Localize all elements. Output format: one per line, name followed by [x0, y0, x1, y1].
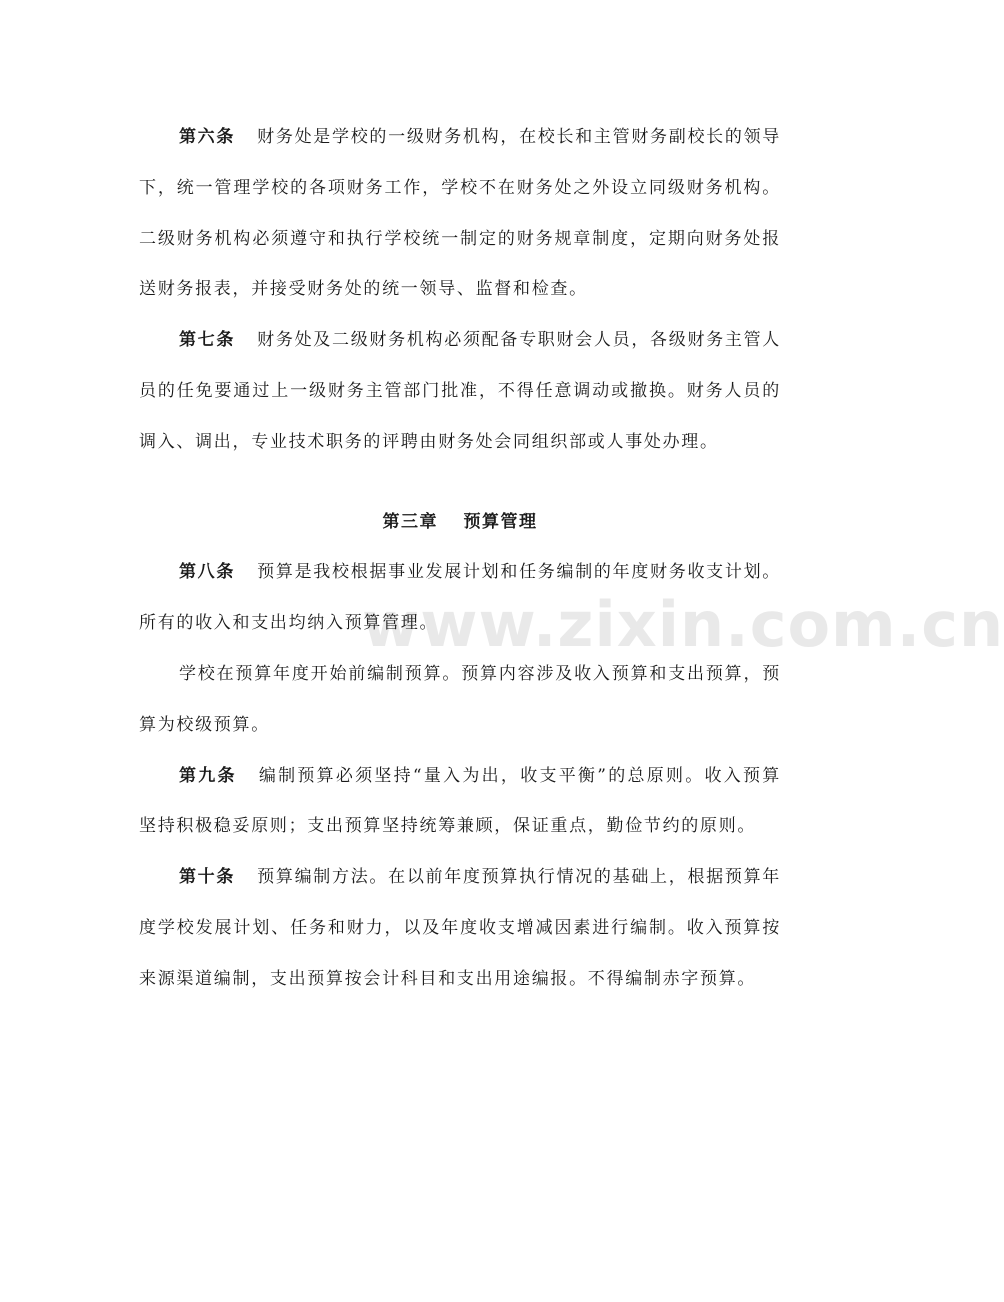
document-page: [139, 112, 781, 1005]
article-6: [139, 112, 781, 315]
article-10-label: 第十条: [178, 867, 236, 888]
article-6-label: 第六条: [178, 127, 236, 147]
article-9-text: 编制预算必须坚持“量入为出，收支平衡”的总原则。收入预算坚持积极稳妥原则；支出预算坚持统筹兼顾，保证重点，勤俭节约的原则。: [139, 765, 781, 837]
watermark: www.zixin.com.cn: [362, 588, 1004, 661]
article-8-text: 预算是我校根据事业发展计划和任务编制的年度财务收支计划。所有的收入和支出均纳入预算管理。: [139, 562, 781, 634]
article-7-label: 第七条: [178, 330, 236, 351]
article-7: [139, 315, 781, 467]
article-8-paragraph-2: [139, 649, 781, 751]
chapter-3-heading: [139, 497, 781, 548]
article-8-label: 第八条: [178, 562, 236, 583]
chapter-3-title: 预算管理: [463, 511, 538, 532]
article-6-text: 财务处是学校的一级财务机构，在校长和主管财务副校长的领导下，统一管理学校的各项财务工作，学校不在财务处之外设立同级财务机构。二级财务机构必须遵守和执行学校统一制定的财务规章制度，定期向财务处报送财务报表，并接受财务处的统一领导、监督和检查。: [139, 127, 781, 300]
article-8: [139, 547, 781, 649]
chapter-3-number: 第三章: [382, 511, 438, 532]
article-10-text: 预算编制方法。在以前年度预算执行情况的基础上，根据预算年度学校发展计划、任务和财力，以及年度收支增减因素进行编制。收入预算按来源渠道编制，支出预算按会计科目和支出用途编报。不得编制赤字预算。: [139, 867, 781, 989]
article-8-paragraph-2-text: 学校在预算年度开始前编制预算。预算内容涉及收入预算和支出预算，预算为校级预算。: [139, 663, 781, 735]
article-10: [139, 852, 781, 1004]
article-9-label: 第九条: [178, 765, 237, 786]
article-7-text: 财务处及二级财务机构必须配备专职财会人员，各级财务主管人员的任免要通过上一级财务主管部门批准，不得任意调动或撤换。财务人员的调入、调出，专业技术职务的评聘由财务处会同组织部或人事处办理。: [139, 330, 781, 452]
article-9: [139, 751, 781, 853]
